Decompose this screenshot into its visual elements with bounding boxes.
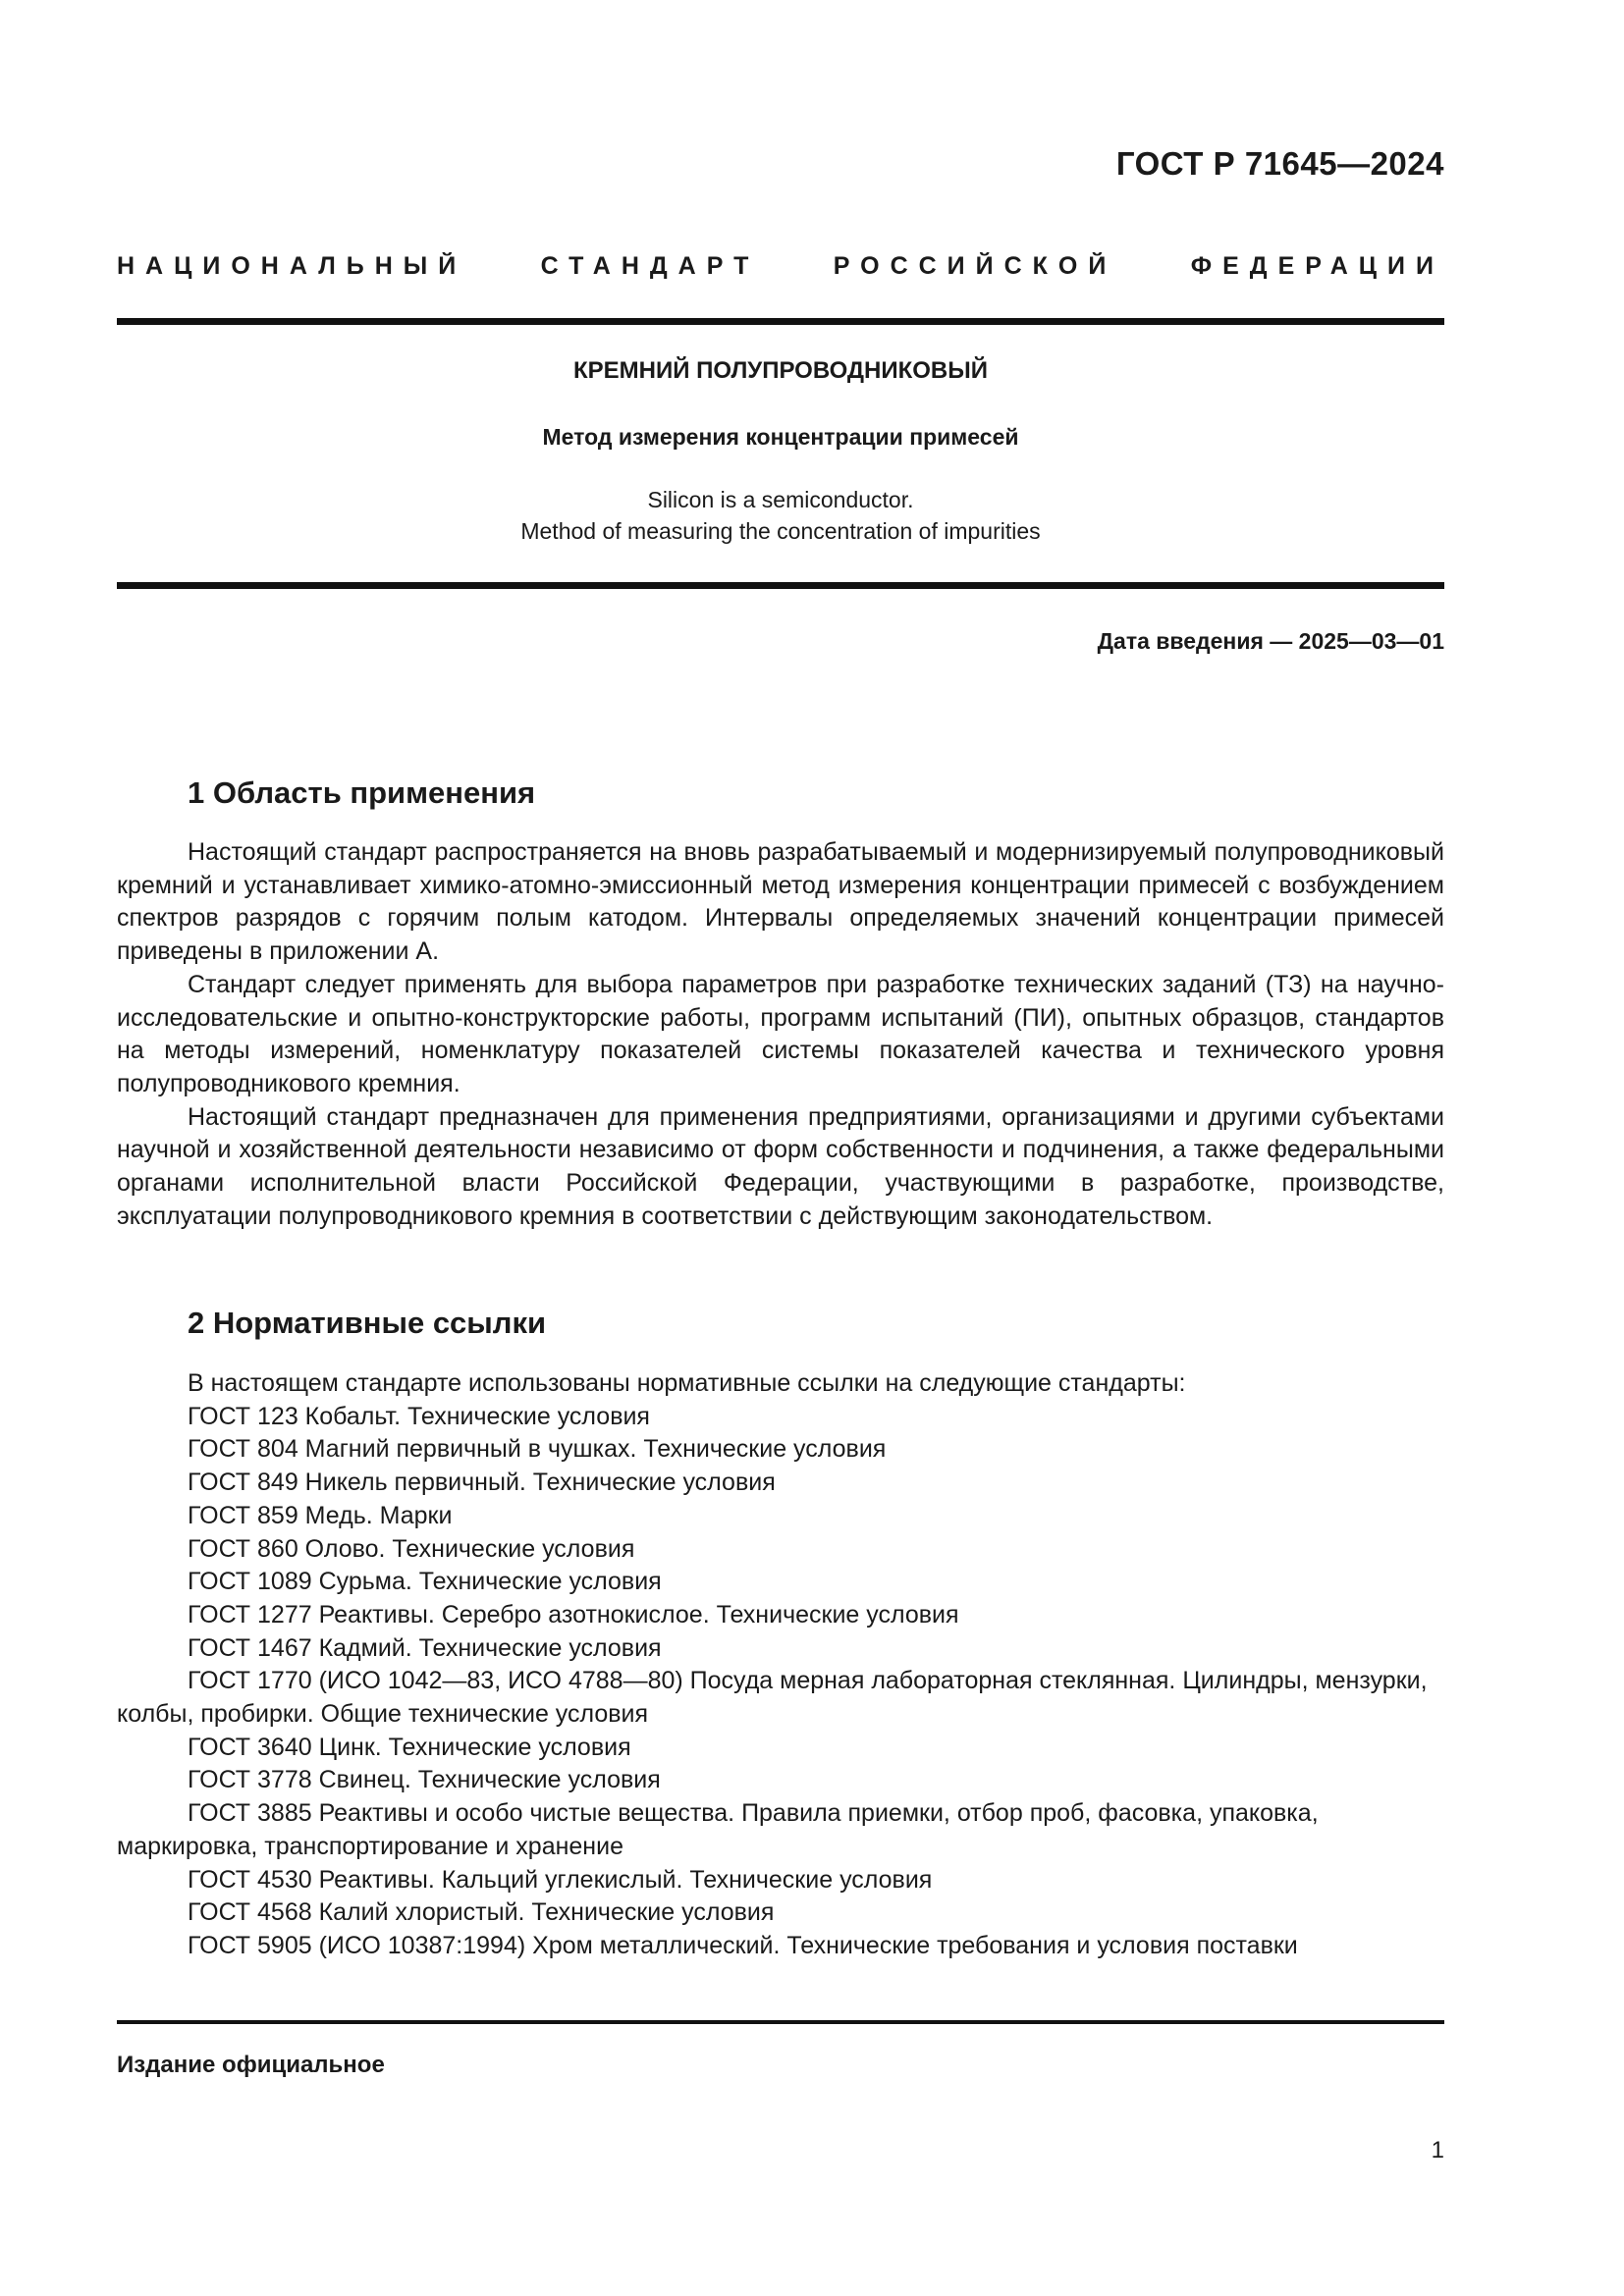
reference-item: ГОСТ 860 Олово. Технические условия (188, 1534, 635, 1563)
reference-item: ГОСТ 123 Кобальт. Технические условия (188, 1402, 650, 1430)
document-number: ГОСТ Р 71645—2024 (1115, 145, 1444, 182)
section-1-paragraph-3: Настоящий стандарт предназначен для применения предприятиями, организациями и другими субъектами научной и хозяйственной деятельности независимо от форм собственности и подчинения, а также федеральными органами исполнительной власти Российской Федерации, участвующими в разработке, производстве, эксплуатации полупроводникового кремния в соответствии с действующим законодательством. (117, 1102, 1444, 1230)
reference-item: ГОСТ 3778 Свинец. Технические условия (188, 1766, 661, 1794)
footer-divider (117, 2020, 1444, 2024)
section-1-body (117, 836, 1444, 1233)
official-edition-label: Издание официальное (117, 2052, 385, 2078)
reference-item: ГОСТ 1770 (ИСО 1042—83, ИСО 4788—80) Посуда мерная лабораторная стеклянная. Цилиндры, мензурки, колбы, пробирки. Общие технические условия (117, 1667, 1428, 1729)
header-divider-bottom (117, 582, 1444, 589)
reference-item: ГОСТ 3885 Реактивы и особо чистые вещества. Правила приемки, отбор проб, фасовка, упаковка, маркировка, транспортирование и хранение (117, 1799, 1319, 1860)
reference-item: ГОСТ 3640 Цинк. Технические условия (188, 1733, 631, 1761)
reference-item: ГОСТ 5905 (ИСО 10387:1994) Хром металлический. Технические требования и условия поставки (188, 1931, 1298, 1959)
reference-item: ГОСТ 1277 Реактивы. Серебро азотнокислое. Технические условия (188, 1600, 959, 1629)
section-2-intro: В настоящем стандарте использованы нормативные ссылки на следующие стандарты: (188, 1369, 1186, 1397)
reference-item: ГОСТ 804 Магний первичный в чушках. Технические условия (188, 1435, 887, 1464)
section-1-heading: 1 Область применения (188, 775, 536, 810)
document-subtitle: Метод измерения концентрации примесей (542, 424, 1019, 450)
reference-item: ГОСТ 849 Никель первичный. Технические условия (188, 1468, 776, 1497)
national-standard-banner: НАЦИОНАЛЬНЫЙ СТАНДАРТ РОССИЙСКОЙ ФЕДЕРАЦИИ (117, 252, 1444, 280)
page-number: 1 (1431, 2137, 1444, 2163)
english-title-line-2: Method of measuring the concentration of impurities (520, 518, 1041, 544)
section-1-paragraph-1: Настоящий стандарт распространяется на вновь разрабатываемый и модернизируемый полупроводниковый кремний и устанавливает химико-атомно-эмиссионный метод измерения концентрации примесей с возбуждением спектров разрядов с горячим полым катодом. Интервалы определяемых значений концентрации примесей приведены в приложении А. (117, 838, 1444, 966)
header-divider-top (117, 318, 1444, 325)
reference-item: ГОСТ 4530 Реактивы. Кальций углекислый. Технические условия (188, 1865, 933, 1894)
section-2-heading: 2 Нормативные ссылки (188, 1306, 547, 1340)
document-title: КРЕМНИЙ ПОЛУПРОВОДНИКОВЫЙ (572, 357, 988, 384)
introduction-date: Дата введения — 2025—03—01 (1097, 628, 1444, 654)
reference-item: ГОСТ 1089 Сурьма. Технические условия (188, 1568, 662, 1596)
section-1-paragraph-2: Стандарт следует применять для выбора параметров при разработке технических заданий (ТЗ) на научно-исследовательские и опытно-конструкторские работы, программ испытаний (ПИ), опытных образцов, стандартов на методы измерений, номенклатуру показателей системы показателей качества и технического уровня полупроводникового кремния. (117, 970, 1444, 1097)
section-2-body (117, 1367, 1444, 1963)
document-title-english (117, 484, 1444, 547)
reference-item: ГОСТ 859 Медь. Марки (188, 1501, 453, 1529)
english-title-line-1: Silicon is a semiconductor. (647, 487, 914, 512)
reference-item: ГОСТ 1467 Кадмий. Технические условия (188, 1633, 662, 1662)
normative-reference-list (117, 1401, 1444, 1963)
reference-item: ГОСТ 4568 Калий хлористый. Технические условия (188, 1898, 775, 1927)
